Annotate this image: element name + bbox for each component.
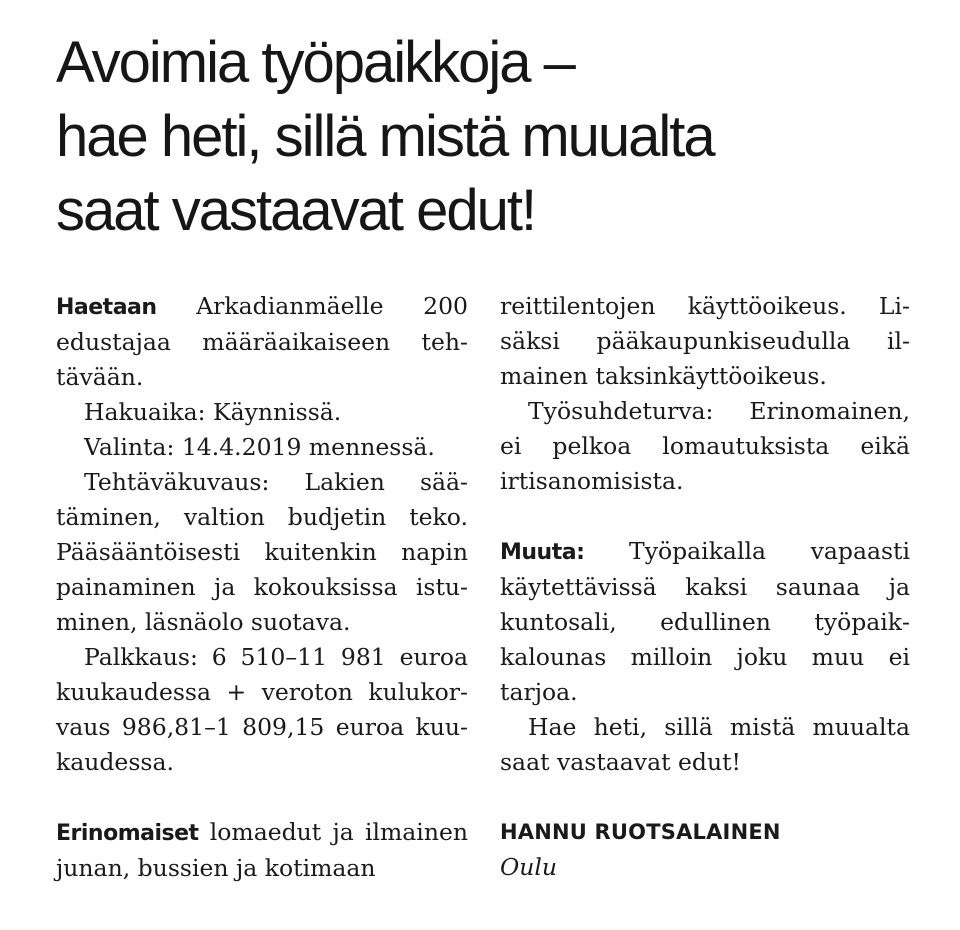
lead-muuta: Muuta: (500, 540, 585, 565)
paragraph-gap (500, 780, 910, 815)
paragraph-valinta: Valinta: 14.4.2019 mennessä. (84, 433, 435, 461)
text-muuta: Työpaikalla vapaasti käytettävissä kaksi saunaa ja kuntosali, edullinen työpaikkalounas milloin joku muu ei tarjoa. (500, 537, 910, 706)
headline-line-2: hae heti, sillä mistä muualta (56, 104, 714, 169)
text-haetaan: Arkadianmäelle 200 edustajaa määräaikaiseen tehtävään. (56, 292, 468, 391)
paragraph-hakuaika: Hakuaika: Käynnissä. (84, 398, 342, 426)
paragraph-tyosuhdeturva: Työsuhdeturva: Erinomainen, ei pelkoa lomautuksista eikä irtisanomisista. (500, 397, 910, 495)
text-erinomaiset: lomaedut ja ilmainen junan, bussien ja kotimaan (56, 818, 468, 882)
paragraph-haetaan (56, 289, 468, 395)
paragraph-gap (500, 499, 910, 534)
paragraph-hae-heti: Hae heti, sillä mistä muualta saat vastaavat edut! (500, 713, 910, 776)
paragraph-tehtavakuvaus: Tehtäväkuvaus: Lakien säätäminen, valtion budjetin teko. Pääsääntöisesti kuitenkin napin painaminen ja kokouksissa istuminen, läsnäolo suotava. (56, 468, 468, 636)
byline-place: Oulu (500, 853, 558, 881)
paragraph-palkkaus: Palkkaus: 6 510–11 981 euroa kuukaudessa + veroton kulukorvaus 986,81–1 809,15 euroa kuukaudessa. (56, 643, 468, 776)
headline (56, 26, 936, 248)
headline-line-1: Avoimia työpaikkoja – (56, 30, 574, 95)
right-column (500, 289, 910, 885)
headline-line-3: saat vastaavat edut! (56, 178, 536, 243)
paragraph-erinomaiset-continued: reittilentojen käyttöoikeus. Lisäksi pääkaupunkiseudulla ilmainen taksinkäyttöoikeus. (500, 292, 910, 390)
paragraph-gap (56, 780, 468, 815)
lead-erinomaiset: Erinomaiset (56, 821, 199, 846)
left-column (56, 289, 468, 886)
paragraph-erinomaiset (56, 815, 468, 886)
byline-author: HANNU RUOTSALAINEN (500, 820, 781, 844)
paragraph-muuta (500, 534, 910, 710)
lead-haetaan: Haetaan (56, 295, 157, 320)
